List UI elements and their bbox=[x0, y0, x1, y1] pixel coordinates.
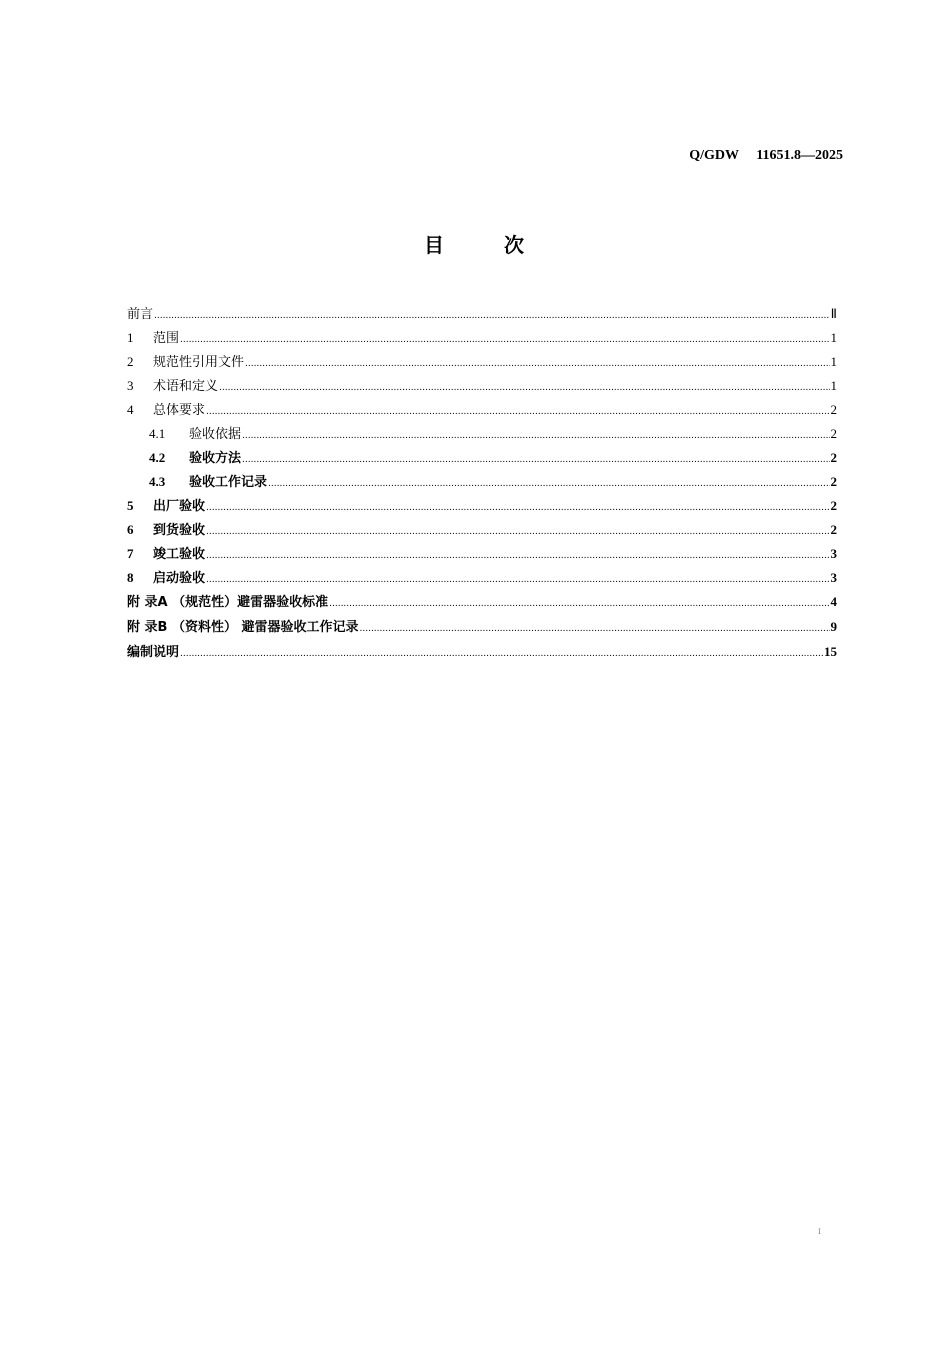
toc-number: 6 bbox=[127, 522, 134, 537]
toc-entry-8[interactable] bbox=[127, 568, 837, 592]
toc-label: 编制说明 bbox=[127, 645, 180, 660]
toc-page: Ⅱ bbox=[830, 306, 837, 321]
toc-entry-6[interactable] bbox=[127, 520, 837, 544]
toc-page: 1 bbox=[830, 354, 837, 369]
toc-entry-4-2[interactable] bbox=[127, 448, 837, 472]
toc-entry-2[interactable] bbox=[127, 352, 837, 376]
toc-page: 2 bbox=[830, 402, 837, 417]
toc-leader bbox=[245, 354, 829, 374]
toc-leader bbox=[219, 378, 829, 398]
toc-number: 7 bbox=[127, 546, 134, 561]
toc-leader bbox=[329, 594, 829, 614]
toc-leader bbox=[154, 306, 830, 326]
toc-label: 附 录A （规范性）避雷器验收标准 bbox=[127, 595, 329, 610]
page-number: I bbox=[818, 1228, 821, 1236]
toc-entry-3[interactable] bbox=[127, 376, 837, 400]
toc-leader bbox=[206, 402, 829, 422]
toc-label: 规范性引用文件 bbox=[153, 355, 245, 370]
toc-entry-4-1[interactable] bbox=[127, 424, 837, 448]
toc-leader bbox=[242, 426, 829, 446]
toc-leader bbox=[206, 522, 829, 542]
toc-number: 8 bbox=[127, 570, 134, 585]
toc-number: 3 bbox=[127, 378, 134, 393]
toc-entry-explanation[interactable] bbox=[127, 642, 837, 667]
toc-number: 2 bbox=[127, 354, 134, 369]
toc-leader bbox=[360, 619, 830, 639]
toc-entry-foreword[interactable] bbox=[127, 304, 837, 328]
toc-number: 4.2 bbox=[149, 450, 166, 465]
toc-entry-appendix-b[interactable] bbox=[127, 617, 837, 642]
toc-label: 竣工验收 bbox=[153, 547, 206, 562]
toc-leader bbox=[206, 546, 829, 566]
toc-label: 验收方法 bbox=[189, 451, 242, 466]
toc-entry-1[interactable] bbox=[127, 328, 837, 352]
toc-label: 验收工作记录 bbox=[189, 475, 268, 490]
toc-entry-4[interactable] bbox=[127, 400, 837, 424]
toc-page: 9 bbox=[830, 619, 837, 634]
toc-label: 术语和定义 bbox=[153, 379, 219, 394]
toc-number: 5 bbox=[127, 498, 134, 513]
toc-page: 2 bbox=[830, 522, 837, 537]
toc-entry-appendix-a[interactable] bbox=[127, 592, 837, 617]
toc-number: 4.1 bbox=[149, 426, 166, 441]
toc-title bbox=[0, 229, 950, 258]
toc-label: 到货验收 bbox=[153, 523, 206, 538]
toc-page: 1 bbox=[830, 330, 837, 345]
toc-page: 4 bbox=[830, 594, 837, 609]
toc-page: 15 bbox=[824, 644, 837, 659]
toc-page: 2 bbox=[830, 474, 837, 489]
toc-page: 2 bbox=[830, 450, 837, 465]
toc-entry-7[interactable] bbox=[127, 544, 837, 568]
table-of-contents bbox=[127, 304, 837, 667]
toc-page: 3 bbox=[830, 570, 837, 585]
toc-number: 1 bbox=[127, 330, 134, 345]
toc-label: 范围 bbox=[153, 331, 180, 346]
toc-label: 出厂验收 bbox=[153, 499, 206, 514]
toc-number: 4.3 bbox=[149, 474, 166, 489]
toc-leader bbox=[242, 450, 829, 470]
toc-page: 3 bbox=[830, 546, 837, 561]
toc-number: 4 bbox=[127, 402, 134, 417]
toc-title-right: 次 bbox=[504, 233, 526, 257]
toc-leader bbox=[180, 330, 829, 350]
toc-leader bbox=[206, 498, 829, 518]
toc-entry-4-3[interactable] bbox=[127, 472, 837, 496]
toc-page: 2 bbox=[830, 426, 837, 441]
toc-label: 验收依据 bbox=[189, 427, 242, 442]
toc-leader bbox=[268, 474, 829, 494]
standard-code: Q/GDW 11651.8—2025 bbox=[689, 148, 843, 163]
toc-page: 2 bbox=[830, 498, 837, 513]
toc-page: 1 bbox=[830, 378, 837, 393]
toc-label: 前言 bbox=[127, 307, 154, 322]
toc-leader bbox=[206, 570, 829, 590]
toc-leader bbox=[180, 644, 823, 664]
toc-label: 附 录B （资料性） 避雷器验收工作记录 bbox=[127, 620, 359, 635]
toc-label: 启动验收 bbox=[153, 571, 206, 586]
toc-entry-5[interactable] bbox=[127, 496, 837, 520]
toc-title-left: 目 bbox=[424, 233, 446, 257]
toc-label: 总体要求 bbox=[153, 403, 206, 418]
